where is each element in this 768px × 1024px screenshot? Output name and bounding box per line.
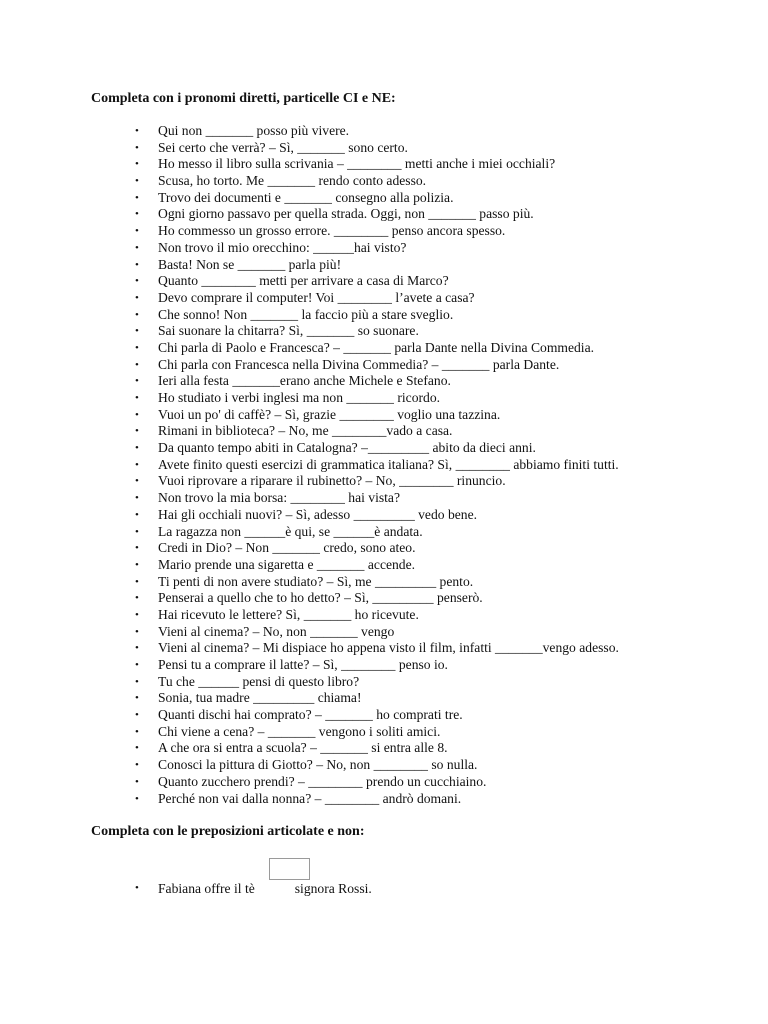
bullet-icon: • bbox=[135, 325, 139, 338]
bullet-icon: • bbox=[135, 625, 139, 638]
exercise-sentence: Vuoi riprovare a riparare il rubinetto? – No, ________ rinuncio. bbox=[158, 473, 506, 489]
list-item bbox=[135, 590, 619, 607]
bullet-icon: • bbox=[135, 475, 139, 488]
bullet-icon: • bbox=[135, 258, 139, 271]
bullet-icon: • bbox=[135, 575, 139, 588]
list-item bbox=[135, 724, 619, 741]
exercise-sentence: Perché non vai dalla nonna? – ________ andrò domani. bbox=[158, 790, 462, 806]
bullet-icon: • bbox=[135, 208, 139, 221]
bullet-icon: • bbox=[135, 425, 139, 438]
exercise-list-pronouns bbox=[135, 123, 619, 807]
list-item bbox=[135, 707, 619, 724]
bullet-icon: • bbox=[135, 358, 139, 371]
exercise-sentence: Ho messo il libro sulla scrivania – ________ metti anche i miei occhiali? bbox=[158, 156, 556, 172]
exercise-sentence: Ogni giorno passavo per quella strada. Oggi, non _______ passo più. bbox=[158, 206, 534, 222]
exercise-sentence: Sonia, tua madre _________ chiama! bbox=[158, 690, 362, 706]
list-item bbox=[135, 791, 619, 808]
exercise-sentence: Che sonno! Non _______ la faccio più a stare sveglio. bbox=[158, 306, 454, 322]
bullet-icon: • bbox=[135, 642, 139, 655]
exercise-sentence: Quanto ________ metti per arrivare a casa di Marco? bbox=[158, 273, 449, 289]
list-item bbox=[135, 340, 619, 357]
list-item bbox=[135, 240, 619, 257]
exercise-sentence: Non trovo il mio orecchino: ______hai visto? bbox=[158, 239, 407, 255]
bullet-icon: • bbox=[135, 592, 139, 605]
exercise-sentence: Hai ricevuto le lettere? Sì, _______ ho ricevute. bbox=[158, 606, 419, 622]
list-item bbox=[135, 624, 619, 641]
list-item bbox=[135, 440, 619, 457]
exercise-sentence: Hai gli occhiali nuovi? – Sì, adesso _________ vedo bene. bbox=[158, 506, 478, 522]
exercise-sentence: Vuoi un po' di caffè? – Sì, grazie ________ voglio una tazzina. bbox=[158, 406, 501, 422]
list-item bbox=[135, 640, 619, 657]
bullet-icon: • bbox=[135, 175, 139, 188]
bullet-icon: • bbox=[135, 742, 139, 755]
list-item bbox=[135, 574, 619, 591]
exercise-sentence: Trovo dei documenti e _______ consegno alla polizia. bbox=[158, 189, 454, 205]
list-item bbox=[135, 490, 619, 507]
exercise-sentence: Scusa, ho torto. Me _______ rendo conto adesso. bbox=[158, 173, 427, 189]
list-item bbox=[135, 190, 619, 207]
exercise-sentence: Credi in Dio? – Non _______ credo, sono ateo. bbox=[158, 540, 416, 556]
list-item bbox=[135, 473, 619, 490]
exercise-sentence: Basta! Non se _______ parla più! bbox=[158, 256, 342, 272]
list-item bbox=[135, 407, 619, 424]
bullet-icon: • bbox=[135, 392, 139, 404]
bullet-icon: • bbox=[135, 775, 139, 788]
exercise-sentence: Devo comprare il computer! Voi ________ l’avete a casa? bbox=[158, 289, 475, 305]
exercise-sentence: Pensi tu a comprare il latte? – Sì, ________ penso io. bbox=[158, 657, 448, 672]
answer-input-box[interactable] bbox=[269, 858, 310, 880]
exercise-sentence: Ti penti di non avere studiato? – Sì, me _________ pento. bbox=[158, 573, 474, 589]
sentence-before-blank: Fabiana offre il tè bbox=[158, 881, 255, 896]
bullet-icon: • bbox=[135, 141, 139, 154]
list-item bbox=[135, 880, 372, 897]
list-item bbox=[135, 307, 619, 324]
list-item bbox=[135, 507, 619, 524]
bullet-icon: • bbox=[135, 692, 139, 705]
list-item bbox=[135, 273, 619, 290]
list-item bbox=[135, 674, 619, 691]
exercise-sentence: Qui non _______ posso più vivere. bbox=[158, 123, 350, 138]
list-item bbox=[135, 323, 619, 340]
bullet-icon: • bbox=[135, 759, 139, 772]
exercise-sentence: Non trovo la mia borsa: ________ hai vista? bbox=[158, 490, 400, 506]
bullet-icon: • bbox=[135, 375, 139, 388]
list-item bbox=[135, 607, 619, 624]
list-item bbox=[135, 457, 619, 474]
list-item bbox=[135, 774, 619, 791]
exercise-sentence: Ho commesso un grosso errore. ________ penso ancora spesso. bbox=[158, 223, 506, 239]
exercise-sentence: Da quanto tempo abiti in Catalogna? –_________ abito da dieci anni. bbox=[158, 440, 536, 456]
bullet-icon: • bbox=[135, 241, 139, 254]
bullet-icon: • bbox=[135, 558, 139, 571]
exercise-sentence: Rimani in biblioteca? – No, me ________vado a casa. bbox=[158, 423, 453, 439]
bullet-icon: • bbox=[135, 275, 139, 288]
list-item bbox=[135, 156, 619, 173]
bullet-icon: • bbox=[135, 225, 139, 238]
bullet-icon: • bbox=[135, 291, 139, 304]
exercise-sentence: Conosci la pittura di Giotto? – No, non ________ so nulla. bbox=[158, 757, 478, 773]
list-item bbox=[135, 373, 619, 390]
list-item bbox=[135, 140, 619, 157]
list-item bbox=[135, 540, 619, 557]
list-item bbox=[135, 657, 619, 674]
list-item bbox=[135, 223, 619, 240]
bullet-icon: • bbox=[135, 659, 139, 671]
exercise-sentence: Penserai a quello che to ho detto? – Sì, _________ penserò. bbox=[158, 590, 483, 606]
exercise-sentence: Chi viene a cena? – _______ vengono i soliti amici. bbox=[158, 723, 441, 739]
bullet-icon: • bbox=[135, 308, 139, 321]
list-item bbox=[135, 690, 619, 707]
list-item bbox=[135, 290, 619, 307]
exercise-sentence: Chi parla con Francesca nella Divina Commedia? – _______ parla Dante. bbox=[158, 356, 560, 372]
exercise-sentence: Chi parla di Paolo e Francesca? – _______ parla Dante nella Divina Commedia. bbox=[158, 339, 595, 355]
bullet-icon: • bbox=[135, 458, 139, 471]
exercise-list-prepositions bbox=[135, 880, 372, 897]
bullet-icon: • bbox=[135, 525, 139, 538]
list-item bbox=[135, 123, 619, 140]
bullet-icon: • bbox=[135, 675, 139, 688]
list-item bbox=[135, 524, 619, 541]
list-item bbox=[135, 757, 619, 774]
section-1-heading: Completa con i pronomi diretti, particelle CI e NE: bbox=[91, 91, 396, 106]
list-item bbox=[135, 173, 619, 190]
exercise-sentence: Quanto zucchero prendi? – ________ prendo un cucchiaino. bbox=[158, 773, 487, 789]
exercise-sentence: Vieni al cinema? – Mi dispiace ho appena visto il film, infatti _______vengo adesso. bbox=[158, 640, 619, 656]
list-item bbox=[135, 257, 619, 274]
list-item bbox=[135, 423, 619, 440]
bullet-icon: • bbox=[135, 792, 139, 805]
bullet-icon: • bbox=[135, 442, 139, 455]
list-item bbox=[135, 557, 619, 574]
list-item bbox=[135, 740, 619, 757]
bullet-icon: • bbox=[135, 125, 139, 137]
bullet-icon: • bbox=[135, 709, 139, 722]
bullet-icon: • bbox=[135, 725, 139, 738]
section-2-heading: Completa con le preposizioni articolate e non: bbox=[91, 824, 365, 839]
exercise-sentence: Tu che ______ pensi di questo libro? bbox=[158, 673, 360, 689]
sentence-after-blank: signora Rossi. bbox=[294, 881, 372, 896]
exercise-sentence: La ragazza non ______è qui, se ______è andata. bbox=[158, 523, 423, 539]
bullet-icon: • bbox=[135, 508, 139, 521]
exercise-sentence: Avete finito questi esercizi di grammatica italiana? Sì, ________ abbiamo finiti tutti. bbox=[158, 456, 619, 472]
exercise-sentence: Quanti dischi hai comprato? – _______ ho comprati tre. bbox=[158, 707, 463, 723]
exercise-sentence: Ieri alla festa _______erano anche Michele e Stefano. bbox=[158, 373, 451, 389]
exercise-sentence: Sei certo che verrà? – Sì, _______ sono certo. bbox=[158, 139, 408, 155]
bullet-icon: • bbox=[135, 608, 139, 621]
bullet-icon: • bbox=[135, 158, 139, 171]
list-item bbox=[135, 206, 619, 223]
bullet-icon: • bbox=[135, 542, 139, 555]
exercise-sentence: A che ora si entra a scuola? – _______ si entra alle 8. bbox=[158, 740, 448, 756]
list-item bbox=[135, 357, 619, 374]
exercise-sentence: Sai suonare la chitarra? Sì, _______ so suonare. bbox=[158, 323, 419, 339]
bullet-icon: • bbox=[135, 341, 139, 354]
exercise-sentence: Vieni al cinema? – No, non _______ vengo bbox=[158, 623, 395, 639]
exercise-sentence: Ho studiato i verbi inglesi ma non _______ ricordo. bbox=[158, 390, 441, 405]
bullet-icon: • bbox=[135, 882, 139, 894]
list-item bbox=[135, 390, 619, 407]
bullet-icon: • bbox=[135, 492, 139, 505]
bullet-icon: • bbox=[135, 191, 139, 204]
exercise-sentence: Mario prende una sigaretta e _______ accende. bbox=[158, 556, 416, 572]
bullet-icon: • bbox=[135, 408, 139, 421]
